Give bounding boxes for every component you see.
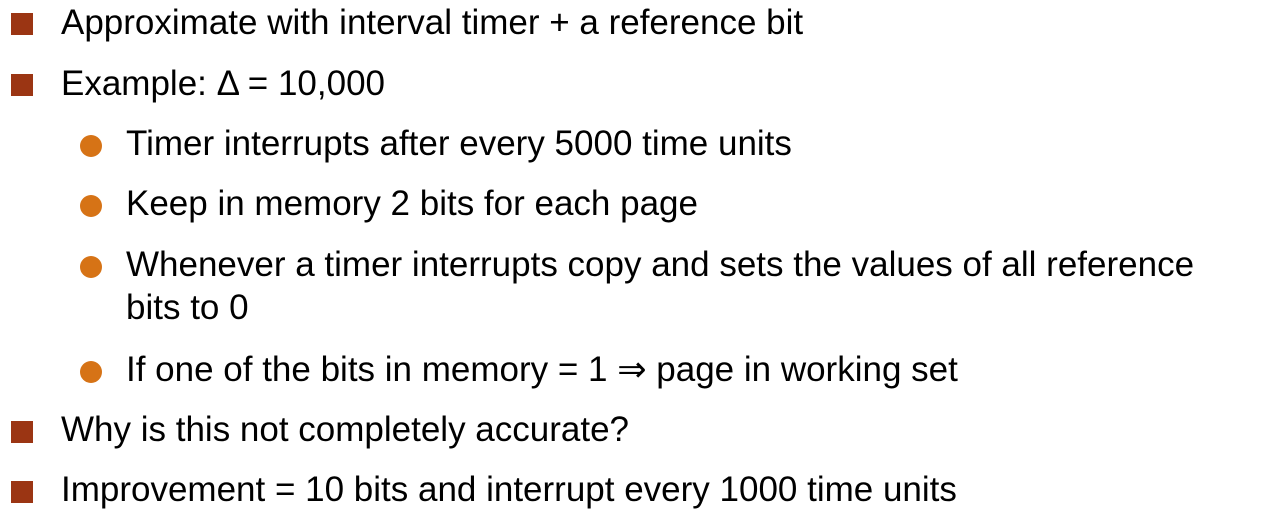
sub-bullet-timer-interrupts: Timer interrupts after every 5000 time units xyxy=(126,124,792,163)
bullet-improvement: Improvement = 10 bits and interrupt every 1000 time units xyxy=(61,470,957,509)
round-bullet-icon xyxy=(80,361,102,383)
bullet-example: Example: Δ = 10,000 xyxy=(61,64,386,103)
round-bullet-icon xyxy=(80,195,102,217)
sub-bullet-whenever-timer: Whenever a timer interrupts copy and sets the values of all reference xyxy=(126,245,1195,284)
bullet-why-not-accurate: Why is this not completely accurate? xyxy=(61,410,630,449)
sub-bullet-keep-in-memory: Keep in memory 2 bits for each page xyxy=(126,184,698,223)
square-bullet-icon xyxy=(11,13,33,35)
round-bullet-icon xyxy=(80,256,102,278)
square-bullet-icon xyxy=(11,421,33,443)
square-bullet-icon xyxy=(11,481,33,503)
sub-bullet-whenever-timer-continuation: bits to 0 xyxy=(126,288,249,327)
sub-bullet-if-one-of-bits: If one of the bits in memory = 1 ⇒ page in working set xyxy=(126,350,958,389)
round-bullet-icon xyxy=(80,135,102,157)
square-bullet-icon xyxy=(11,74,33,96)
bullet-approximate: Approximate with interval timer + a reference bit xyxy=(61,3,804,42)
